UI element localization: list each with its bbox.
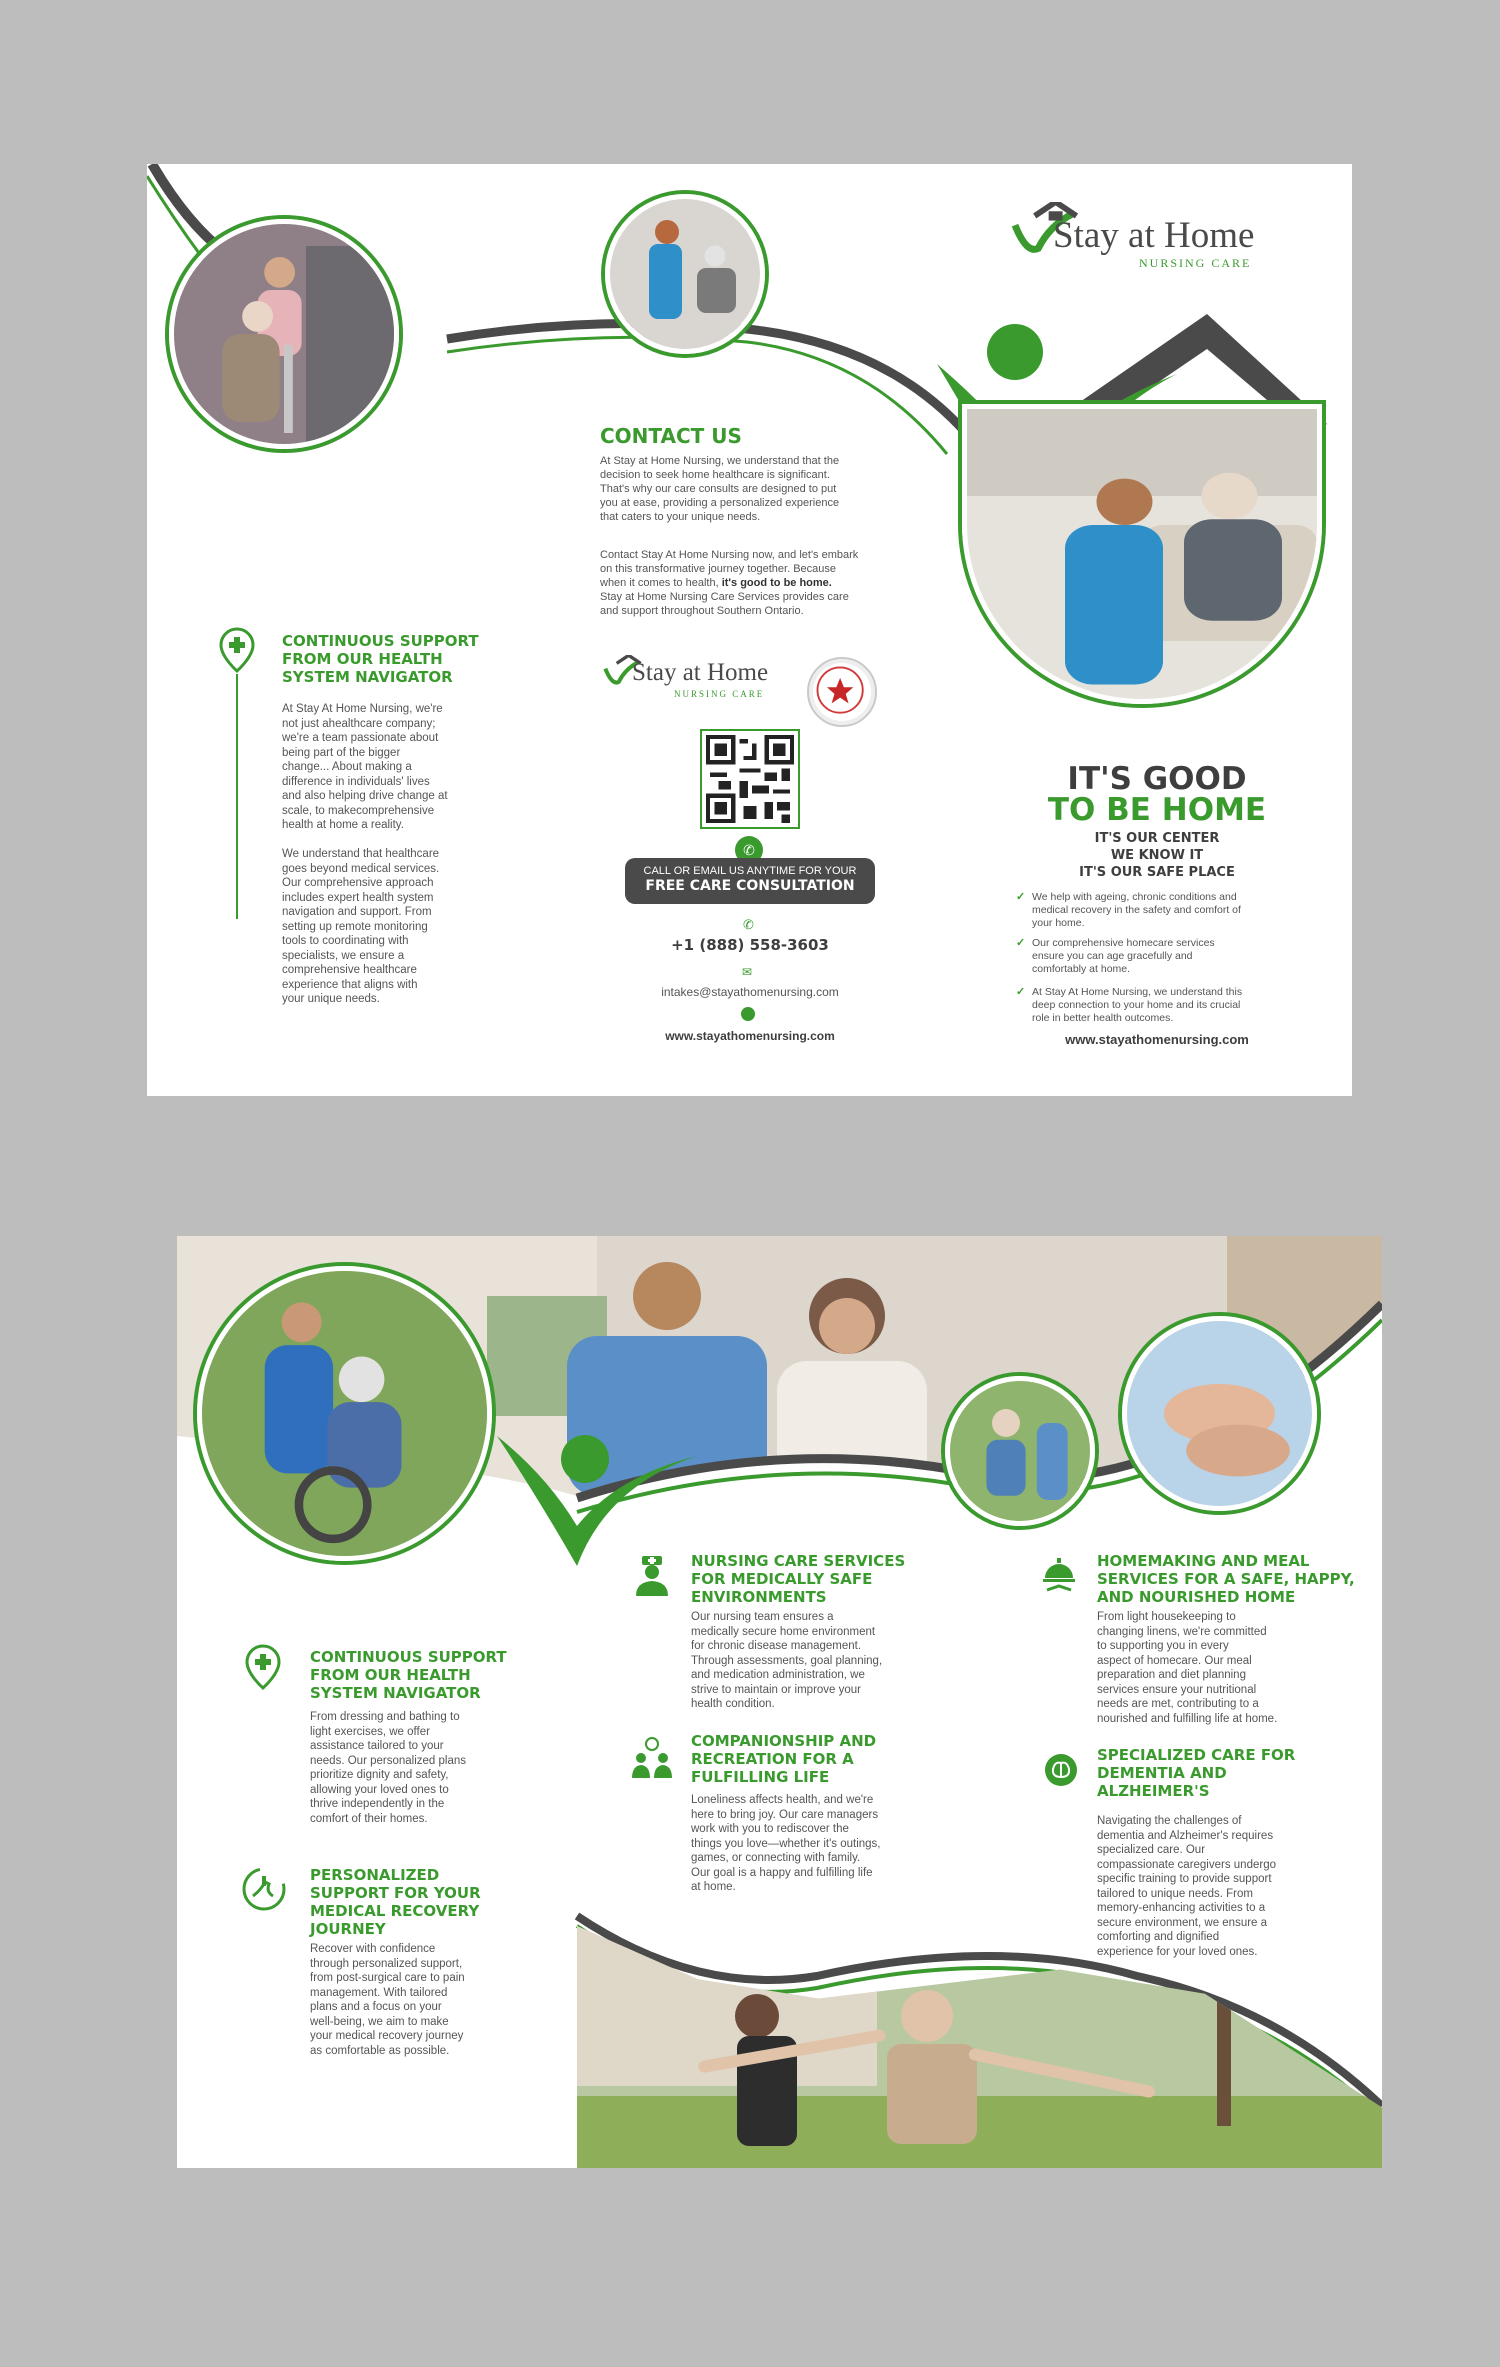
subheadline: WE KNOW IT bbox=[1110, 848, 1204, 863]
free-consultation-button[interactable] bbox=[625, 858, 875, 904]
contact-paragraph: Stay at Home Nursing Care Services provides care and support throughout Southern Ontario. bbox=[600, 591, 849, 617]
section-title: CONTINUOUS SUPPORT FROM OUR HEALTH SYSTEM NAVIGATOR bbox=[282, 632, 479, 686]
logo-tagline: NURSING CARE bbox=[1139, 256, 1252, 270]
service-text: Navigating the challenges of dementia and Alzheimer's requires specialized care. Our compassionate caregivers undergo specific training to provide support tailored to unique needs. From memory-enhancing activities to a secure environment, we ensure a comforting and dignified experience for your loved ones. bbox=[1097, 1815, 1276, 1958]
photo-holding-hands bbox=[1122, 1316, 1317, 1511]
photo-caregiver-walker bbox=[169, 219, 399, 449]
phone-badge-icon: ✆ bbox=[735, 836, 763, 864]
service-text: Recover with confidence through personalized support, from post-surgical care to pain management. With tailored plans and a focus on your well-being, we aim to make your medical recovery journey as comfortable as possible. bbox=[310, 1943, 465, 2057]
check-icon: ✓ bbox=[1016, 986, 1026, 998]
subheadline: IT'S OUR CENTER bbox=[1094, 831, 1220, 846]
cta-small-text: CALL OR EMAIL US ANYTIME FOR YOUR bbox=[643, 865, 857, 877]
service-title: SPECIALIZED CARE FOR DEMENTIA AND ALZHEIMER'S bbox=[1097, 1746, 1296, 1800]
photo-nurse-exercise bbox=[605, 194, 765, 354]
subheadline: IT'S OUR SAFE PLACE bbox=[1079, 865, 1235, 880]
email-link[interactable]: intakes@stayathomenursing.com bbox=[661, 985, 839, 999]
nurse-icon bbox=[632, 1554, 672, 1598]
website-link[interactable]: www.stayathomenursing.com bbox=[1065, 1032, 1249, 1047]
section-paragraph: At Stay At Home Nursing, we're not just ahealthcare company; we're a team passionate about being part of the bigger change... About making a difference in individuals' lives and also helping drive change at scale, to makecomprehensive health at home a reality. bbox=[282, 703, 448, 831]
phone-number[interactable]: +1 (888) 558-3603 bbox=[671, 936, 829, 954]
qr-code[interactable] bbox=[700, 729, 800, 829]
service-title: CONTINUOUS SUPPORT FROM OUR HEALTH SYSTEM NAVIGATOR bbox=[310, 1648, 507, 1702]
logo-name: Stay at Home bbox=[632, 659, 769, 686]
service-title: NURSING CARE SERVICES FOR MEDICALLY SAFE ENVIRONMENTS bbox=[691, 1552, 906, 1606]
contact-paragraph bbox=[600, 534, 920, 590]
location-cross-icon bbox=[219, 627, 255, 673]
brand-logo bbox=[602, 651, 792, 711]
check-icon: ✓ bbox=[1016, 937, 1026, 949]
panel-divider-line bbox=[236, 674, 238, 919]
check-icon: ✓ bbox=[1016, 891, 1026, 903]
service-text: Loneliness affects health, and we're here to bring joy. Our care managers work with you to rediscover the things you love—whether it's outings, games, or connecting with family. Our goal is a happy and fulfilling life at home. bbox=[691, 1794, 881, 1893]
brand-logo bbox=[1009, 202, 1309, 282]
logo-tagline: NURSING CARE bbox=[674, 689, 765, 699]
service-text: From light housekeeping to changing linens, we're committed to supporting you in every aspect of homecare. Our meal preparation and diet planning services ensure your nutritional needs are met, contributing to a nourished and fulfilling life at home. bbox=[1097, 1611, 1278, 1725]
service-text: From dressing and bathing to light exercises, we offer assistance tailored to your needs. Our personalized plans prioritize dignity and safety, allowing your loved ones to thrive independently in the comfort of their homes. bbox=[310, 1711, 466, 1825]
recovery-hands-icon bbox=[241, 1866, 287, 1912]
contact-paragraph-lead: Contact Stay At Home Nursing now, and let's embark on this transformative journey together. Because when it comes to health, bbox=[600, 549, 859, 589]
phone-icon: ✆ bbox=[743, 917, 754, 932]
brochure-inside-sheet bbox=[177, 1236, 1382, 2168]
logo-name: Stay at Home bbox=[1053, 215, 1255, 256]
companionship-icon bbox=[630, 1736, 674, 1780]
globe-icon bbox=[741, 1007, 755, 1021]
brochure-outside-sheet bbox=[147, 164, 1352, 1096]
bullet-text: We help with ageing, chronic conditions and medical recovery in the safety and comfort of your home. bbox=[1032, 891, 1241, 929]
bullet-item bbox=[1016, 937, 1286, 976]
bullet-text: At Stay At Home Nursing, we understand this deep connection to your home and its crucial role in better health outcomes. bbox=[1032, 986, 1243, 1024]
website-link[interactable]: www.stayathomenursing.com bbox=[665, 1029, 835, 1043]
brain-icon bbox=[1042, 1751, 1080, 1789]
service-title: PERSONALIZED SUPPORT FOR YOUR MEDICAL RECOVERY JOURNEY bbox=[310, 1866, 481, 1938]
location-cross-icon bbox=[245, 1644, 281, 1690]
headline-line-2: TO BE HOME bbox=[1047, 792, 1267, 828]
contact-paragraph-bold: it's good to be home. bbox=[721, 577, 832, 589]
headline-line-1: IT'S GOOD bbox=[1067, 761, 1247, 797]
email-icon: ✉ bbox=[742, 965, 753, 979]
contact-paragraph: At Stay at Home Nursing, we understand that the decision to seek home healthcare is significant. That's why our care consults are designed to put you at ease, providing a personalized experience that caters to your unique needs. bbox=[600, 455, 840, 523]
bullet-item bbox=[1016, 891, 1286, 930]
service-text: Our nursing team ensures a medically secure home environment for chronic disease management. Through assessments, goal planning, and medication administration, we strive to maintain or improve your health condition. bbox=[691, 1611, 883, 1710]
accreditation-seal bbox=[807, 657, 877, 727]
contact-title: CONTACT US bbox=[600, 424, 742, 448]
service-title: HOMEMAKING AND MEAL SERVICES FOR A SAFE, HAPPY, AND NOURISHED HOME bbox=[1097, 1552, 1355, 1606]
cta-big-text: FREE CARE CONSULTATION bbox=[645, 878, 855, 894]
section-paragraph: We understand that healthcare goes beyond medical services. Our comprehensive approach includes expert health system navigation and support. From setting up remote monitoring tools to coordinating with specialists, we ensure a comprehensive healthcare experience that aligns with your unique needs. bbox=[282, 848, 440, 1005]
meal-icon bbox=[1039, 1554, 1079, 1598]
photo-senior-exercise bbox=[945, 1376, 1095, 1526]
bullet-text: Our comprehensive homecare services ensure you can age gracefully and comfortably at home. bbox=[1032, 937, 1215, 975]
service-title: COMPANIONSHIP AND RECREATION FOR A FULFILLING LIFE bbox=[691, 1732, 877, 1786]
bullet-item bbox=[1016, 986, 1286, 1025]
photo-wheelchair-garden bbox=[197, 1266, 492, 1561]
